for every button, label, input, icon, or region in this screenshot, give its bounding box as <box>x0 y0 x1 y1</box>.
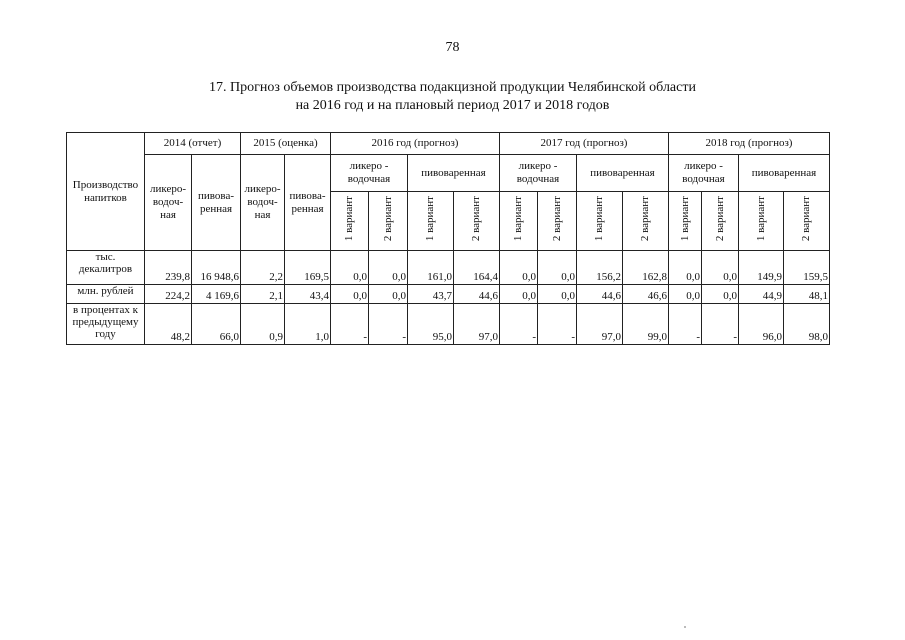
variant-header: 2 вариант <box>369 192 408 251</box>
table-cell: 44,6 <box>577 285 623 304</box>
variant-header: 1 вариант <box>408 192 454 251</box>
table-cell: 4 169,6 <box>192 285 241 304</box>
table-row <box>67 285 830 304</box>
table-cell: - <box>538 304 577 345</box>
corner-header: Производство напитков <box>67 133 145 251</box>
table-cell: - <box>669 304 702 345</box>
beer-group-2016: пивоваренная <box>408 155 500 192</box>
table-cell: 0,0 <box>702 251 739 285</box>
year-header-2016: 2016 год (прогноз) <box>331 133 500 155</box>
beer-group-2017: пивоваренная <box>577 155 669 192</box>
table-cell: 0,0 <box>500 285 538 304</box>
variant-header: 2 вариант <box>538 192 577 251</box>
scan-speck <box>684 626 686 628</box>
liquor-group-2017: ликеро - водочная <box>500 155 577 192</box>
variant-header: 2 вариант <box>702 192 739 251</box>
table-cell: 0,0 <box>331 251 369 285</box>
table-cell: 224,2 <box>145 285 192 304</box>
table-cell: 0,0 <box>669 251 702 285</box>
table-cell: 99,0 <box>623 304 669 345</box>
table-cell: 169,5 <box>285 251 331 285</box>
table-cell: 97,0 <box>577 304 623 345</box>
variant-header: 2 вариант <box>454 192 500 251</box>
liquor-header-2014: ликеро-водоч-ная <box>145 155 192 251</box>
table-cell: 0,0 <box>369 285 408 304</box>
table-cell: 66,0 <box>192 304 241 345</box>
table-cell: 0,0 <box>369 251 408 285</box>
table-cell: 161,0 <box>408 251 454 285</box>
variant-header: 1 вариант <box>331 192 369 251</box>
table-cell: 0,0 <box>538 285 577 304</box>
table-cell: 96,0 <box>739 304 784 345</box>
table-cell: 156,2 <box>577 251 623 285</box>
variant-header: 2 вариант <box>623 192 669 251</box>
row-label: в процентах к предыдущему году <box>67 304 145 345</box>
beer-header-2014: пивова-ренная <box>192 155 241 251</box>
table-cell: 16 948,6 <box>192 251 241 285</box>
table-cell: - <box>331 304 369 345</box>
table-cell: 0,0 <box>702 285 739 304</box>
year-header-2017: 2017 год (прогноз) <box>500 133 669 155</box>
year-header-2015: 2015 (оценка) <box>241 133 331 155</box>
table-cell: 43,7 <box>408 285 454 304</box>
table-cell: 97,0 <box>454 304 500 345</box>
variant-header: 1 вариант <box>739 192 784 251</box>
table-cell: 0,0 <box>331 285 369 304</box>
variant-header: 1 вариант <box>669 192 702 251</box>
table-cell: 44,9 <box>739 285 784 304</box>
table-cell: 239,8 <box>145 251 192 285</box>
title-line-2: на 2016 год и на плановый период 2017 и 2018 годов <box>295 98 610 113</box>
beer-header-2015: пивова-ренная <box>285 155 331 251</box>
page-number: 78 <box>445 40 460 55</box>
table-cell: 164,4 <box>454 251 500 285</box>
title-line-1: 17. Прогноз объемов производства подакцизной продукции Челябинской области <box>209 80 696 95</box>
table-cell: 1,0 <box>285 304 331 345</box>
table-cell: 0,0 <box>669 285 702 304</box>
row-label: тыс. декалитров <box>67 251 145 285</box>
table-cell: 0,0 <box>538 251 577 285</box>
liquor-group-2018: ликеро - водочная <box>669 155 739 192</box>
table-cell: 149,9 <box>739 251 784 285</box>
row-label: млн. рублей <box>67 285 145 304</box>
table-cell: 43,4 <box>285 285 331 304</box>
table-cell: 48,1 <box>784 285 830 304</box>
page-title <box>0 79 905 115</box>
variant-header: 1 вариант <box>577 192 623 251</box>
table-cell: 0,9 <box>241 304 285 345</box>
header-row-years <box>67 133 830 155</box>
table-cell: 2,1 <box>241 285 285 304</box>
table-cell: 0,0 <box>500 251 538 285</box>
table-cell: 159,5 <box>784 251 830 285</box>
beer-group-2018: пивоваренная <box>739 155 830 192</box>
table-cell: 98,0 <box>784 304 830 345</box>
header-row-groups <box>67 155 830 192</box>
production-forecast-table <box>66 132 830 345</box>
table-cell: 2,2 <box>241 251 285 285</box>
table-cell: - <box>702 304 739 345</box>
liquor-group-2016: ликеро - водочная <box>331 155 408 192</box>
table-cell: 95,0 <box>408 304 454 345</box>
year-header-2018: 2018 год (прогноз) <box>669 133 830 155</box>
table-cell: 46,6 <box>623 285 669 304</box>
table-cell: - <box>500 304 538 345</box>
variant-header: 1 вариант <box>500 192 538 251</box>
table-cell: - <box>369 304 408 345</box>
table-cell: 44,6 <box>454 285 500 304</box>
variant-header: 2 вариант <box>784 192 830 251</box>
liquor-header-2015: ликеро-водоч-ная <box>241 155 285 251</box>
table-cell: 48,2 <box>145 304 192 345</box>
table-row <box>67 304 830 345</box>
table-cell: 162,8 <box>623 251 669 285</box>
table-row <box>67 251 830 285</box>
year-header-2014: 2014 (отчет) <box>145 133 241 155</box>
